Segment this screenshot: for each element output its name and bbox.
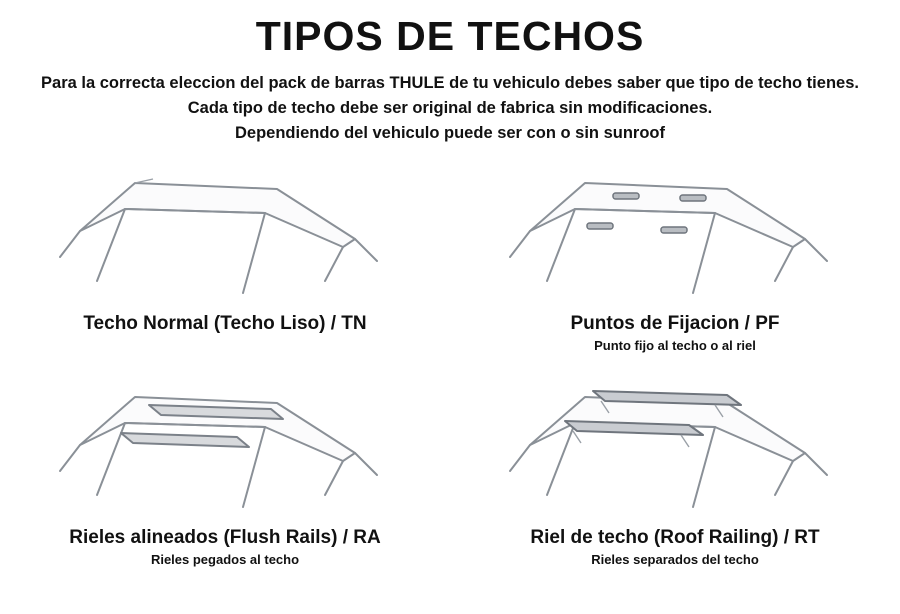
roof-type-grid (0, 161, 900, 589)
intro-line-3: Dependiendo del vehiculo puede ser con o sin sunroof (235, 123, 665, 142)
roof-type-card-rt (450, 375, 900, 589)
intro-text (0, 71, 900, 145)
caption-pf: Puntos de Fijacion / PF (570, 313, 780, 335)
subcaption-rt: Rieles separados del techo (591, 552, 759, 568)
subcaption-pf: Punto fijo al techo o al riel (594, 338, 756, 354)
intro-line-1: Para la correcta eleccion del pack de barras THULE de tu vehiculo debes saber que tipo de techo tienes. (41, 74, 859, 93)
car-roof-railing-icon (475, 375, 875, 525)
car-roof-plain-icon (25, 161, 425, 311)
intro-line-2: Cada tipo de techo debe ser original de fabrica sin modificaciones. (187, 98, 713, 117)
caption-tn: Techo Normal (Techo Liso) / TN (83, 313, 367, 335)
subcaption-ra: Rieles pegados al techo (150, 552, 300, 568)
caption-rt: Riel de techo (Roof Railing) / RT (530, 527, 820, 549)
car-roof-flush-rails-icon (25, 375, 425, 525)
caption-ra: Rieles alineados (Flush Rails) / RA (69, 527, 381, 549)
roof-type-card-tn (0, 161, 450, 375)
roof-type-card-pf (450, 161, 900, 375)
roof-type-card-ra (0, 375, 450, 589)
car-roof-fixpoints-icon (475, 161, 875, 311)
roof-types-infographic (0, 14, 900, 614)
page-title: TIPOS DE TECHOS (255, 13, 645, 59)
